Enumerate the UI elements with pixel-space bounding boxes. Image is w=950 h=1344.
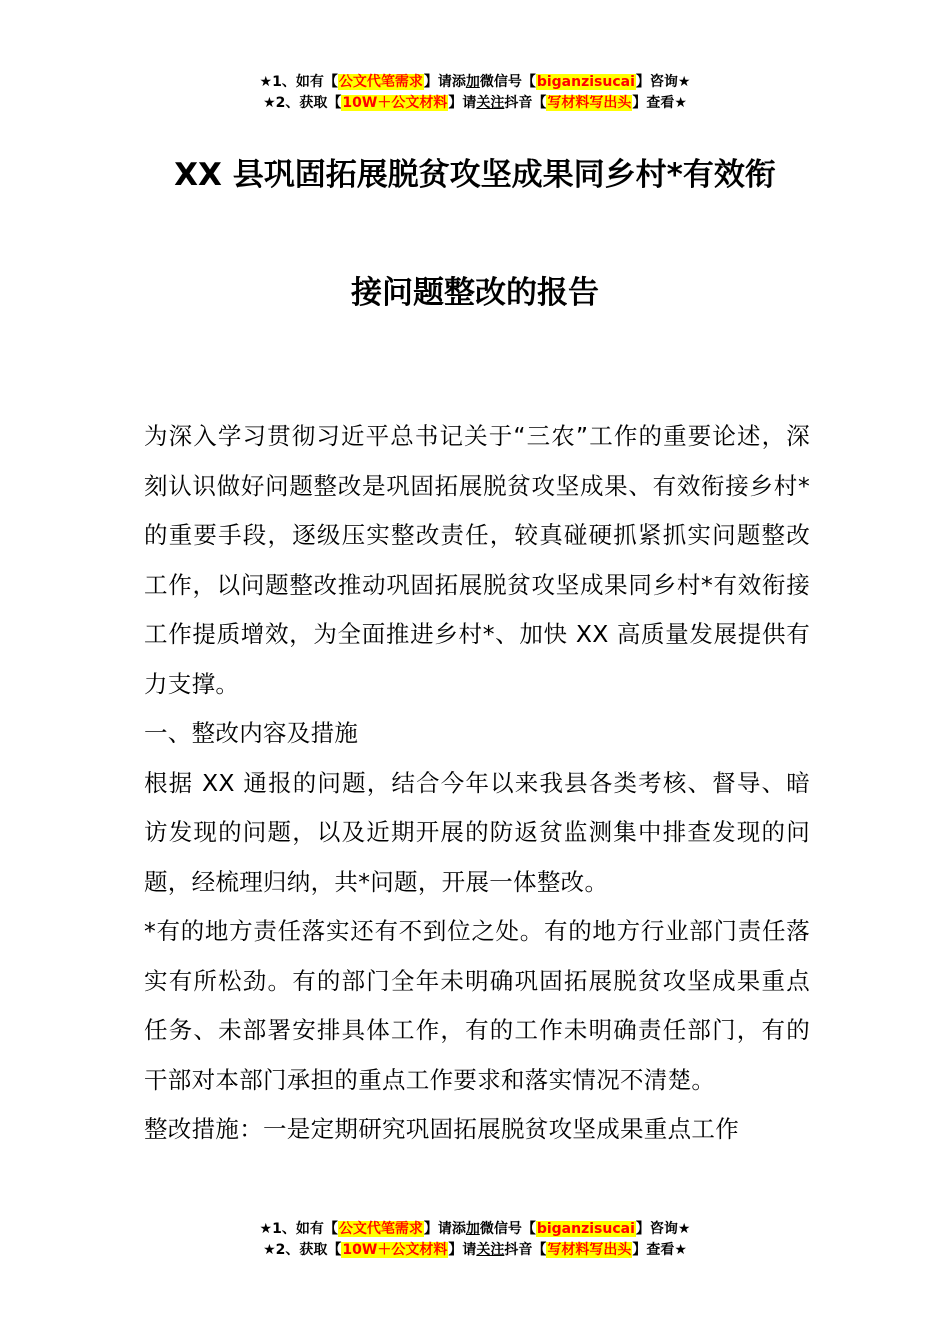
- promo-highlight: 10W＋公文材料: [342, 95, 448, 111]
- promo-text: 】咨询★: [635, 74, 691, 90]
- promo-highlight: 公文代笔需求: [338, 74, 423, 90]
- promo-underlined: 关注: [476, 1242, 505, 1258]
- body-paragraph: *有的地方责任落实还有不到位之处。有的地方行业部门责任落实有所松劲。有的部门全年未明确巩固拓展脱贫攻坚成果重点任务、未部署安排具体工作，有的工作未明确责任部门，有的干部对本部门承担的重点工作要求和落实情况不清楚。: [144, 917, 810, 1094]
- promo-highlight: 写材料写出头: [547, 95, 632, 111]
- promo-banner-top: [0, 72, 950, 114]
- promo-text: 】请: [448, 95, 477, 111]
- promo-text: 】请: [448, 1242, 477, 1258]
- body-paragraph: 根据 XX 通报的问题，结合今年以来我县各类考核、督导、暗访发现的问题，以及近期开展的防返贫监测集中排查发现的问题，经梳理归纳，共*问题，开展一体整改。: [144, 768, 810, 896]
- promo-text: ★2、获取【: [263, 95, 342, 111]
- promo-text: ★1、如有【: [259, 1221, 338, 1237]
- promo-text: 微信号【: [479, 1221, 536, 1237]
- promo-text: 】请添: [423, 74, 466, 90]
- intro-paragraph: 为深入学习贯彻习近平总书记关于“三农”工作的重要论述，深刻认识做好问题整改是巩固拓展脱贫攻坚成果、有效衔接乡村*的重要手段，逐级压实整改责任，较真碰硬抓紧抓实问题整改工作，以问题整改推动巩固拓展脱贫攻坚成果同乡村*有效衔接工作提质增效，为全面推进乡村*、加快 XX 高质量发展提供有力支撑。: [144, 422, 810, 698]
- promo-highlight: 写材料写出头: [547, 1242, 632, 1258]
- promo-line-2: [0, 1240, 950, 1261]
- promo-text: 】查看★: [632, 95, 687, 111]
- promo-text: ★2、获取【: [263, 1242, 342, 1258]
- promo-banner-bottom: [0, 1219, 950, 1261]
- promo-line-1: [0, 72, 950, 93]
- promo-text: 抖音【: [504, 95, 547, 111]
- promo-text: ★1、如有【: [259, 74, 338, 90]
- promo-highlight: 公文代笔需求: [338, 1221, 423, 1237]
- document-title-line-1: XX 县巩固拓展脱贫攻坚成果同乡村*有效衔: [174, 157, 776, 193]
- promo-underlined: 加: [465, 74, 480, 90]
- promo-underlined: 关注: [476, 95, 505, 111]
- body-paragraph: 整改措施：一是定期研究巩固拓展脱贫攻坚成果重点工作: [144, 1115, 739, 1143]
- promo-highlight: biganzisucai: [536, 74, 635, 90]
- promo-line-2: [0, 93, 950, 114]
- promo-line-1: [0, 1219, 950, 1240]
- promo-highlight: biganzisucai: [536, 1221, 635, 1237]
- promo-underlined: 加: [465, 1221, 480, 1237]
- promo-text: 微信号【: [479, 74, 536, 90]
- document-title-line-2: 接问题整改的报告: [351, 275, 599, 311]
- document-body: [144, 412, 810, 1155]
- section-heading: 一、整改内容及措施: [144, 719, 359, 747]
- promo-text: 】查看★: [632, 1242, 687, 1258]
- promo-text: 】请添: [423, 1221, 466, 1237]
- promo-text: 抖音【: [504, 1242, 547, 1258]
- promo-text: 】咨询★: [635, 1221, 691, 1237]
- promo-highlight: 10W＋公文材料: [342, 1242, 448, 1258]
